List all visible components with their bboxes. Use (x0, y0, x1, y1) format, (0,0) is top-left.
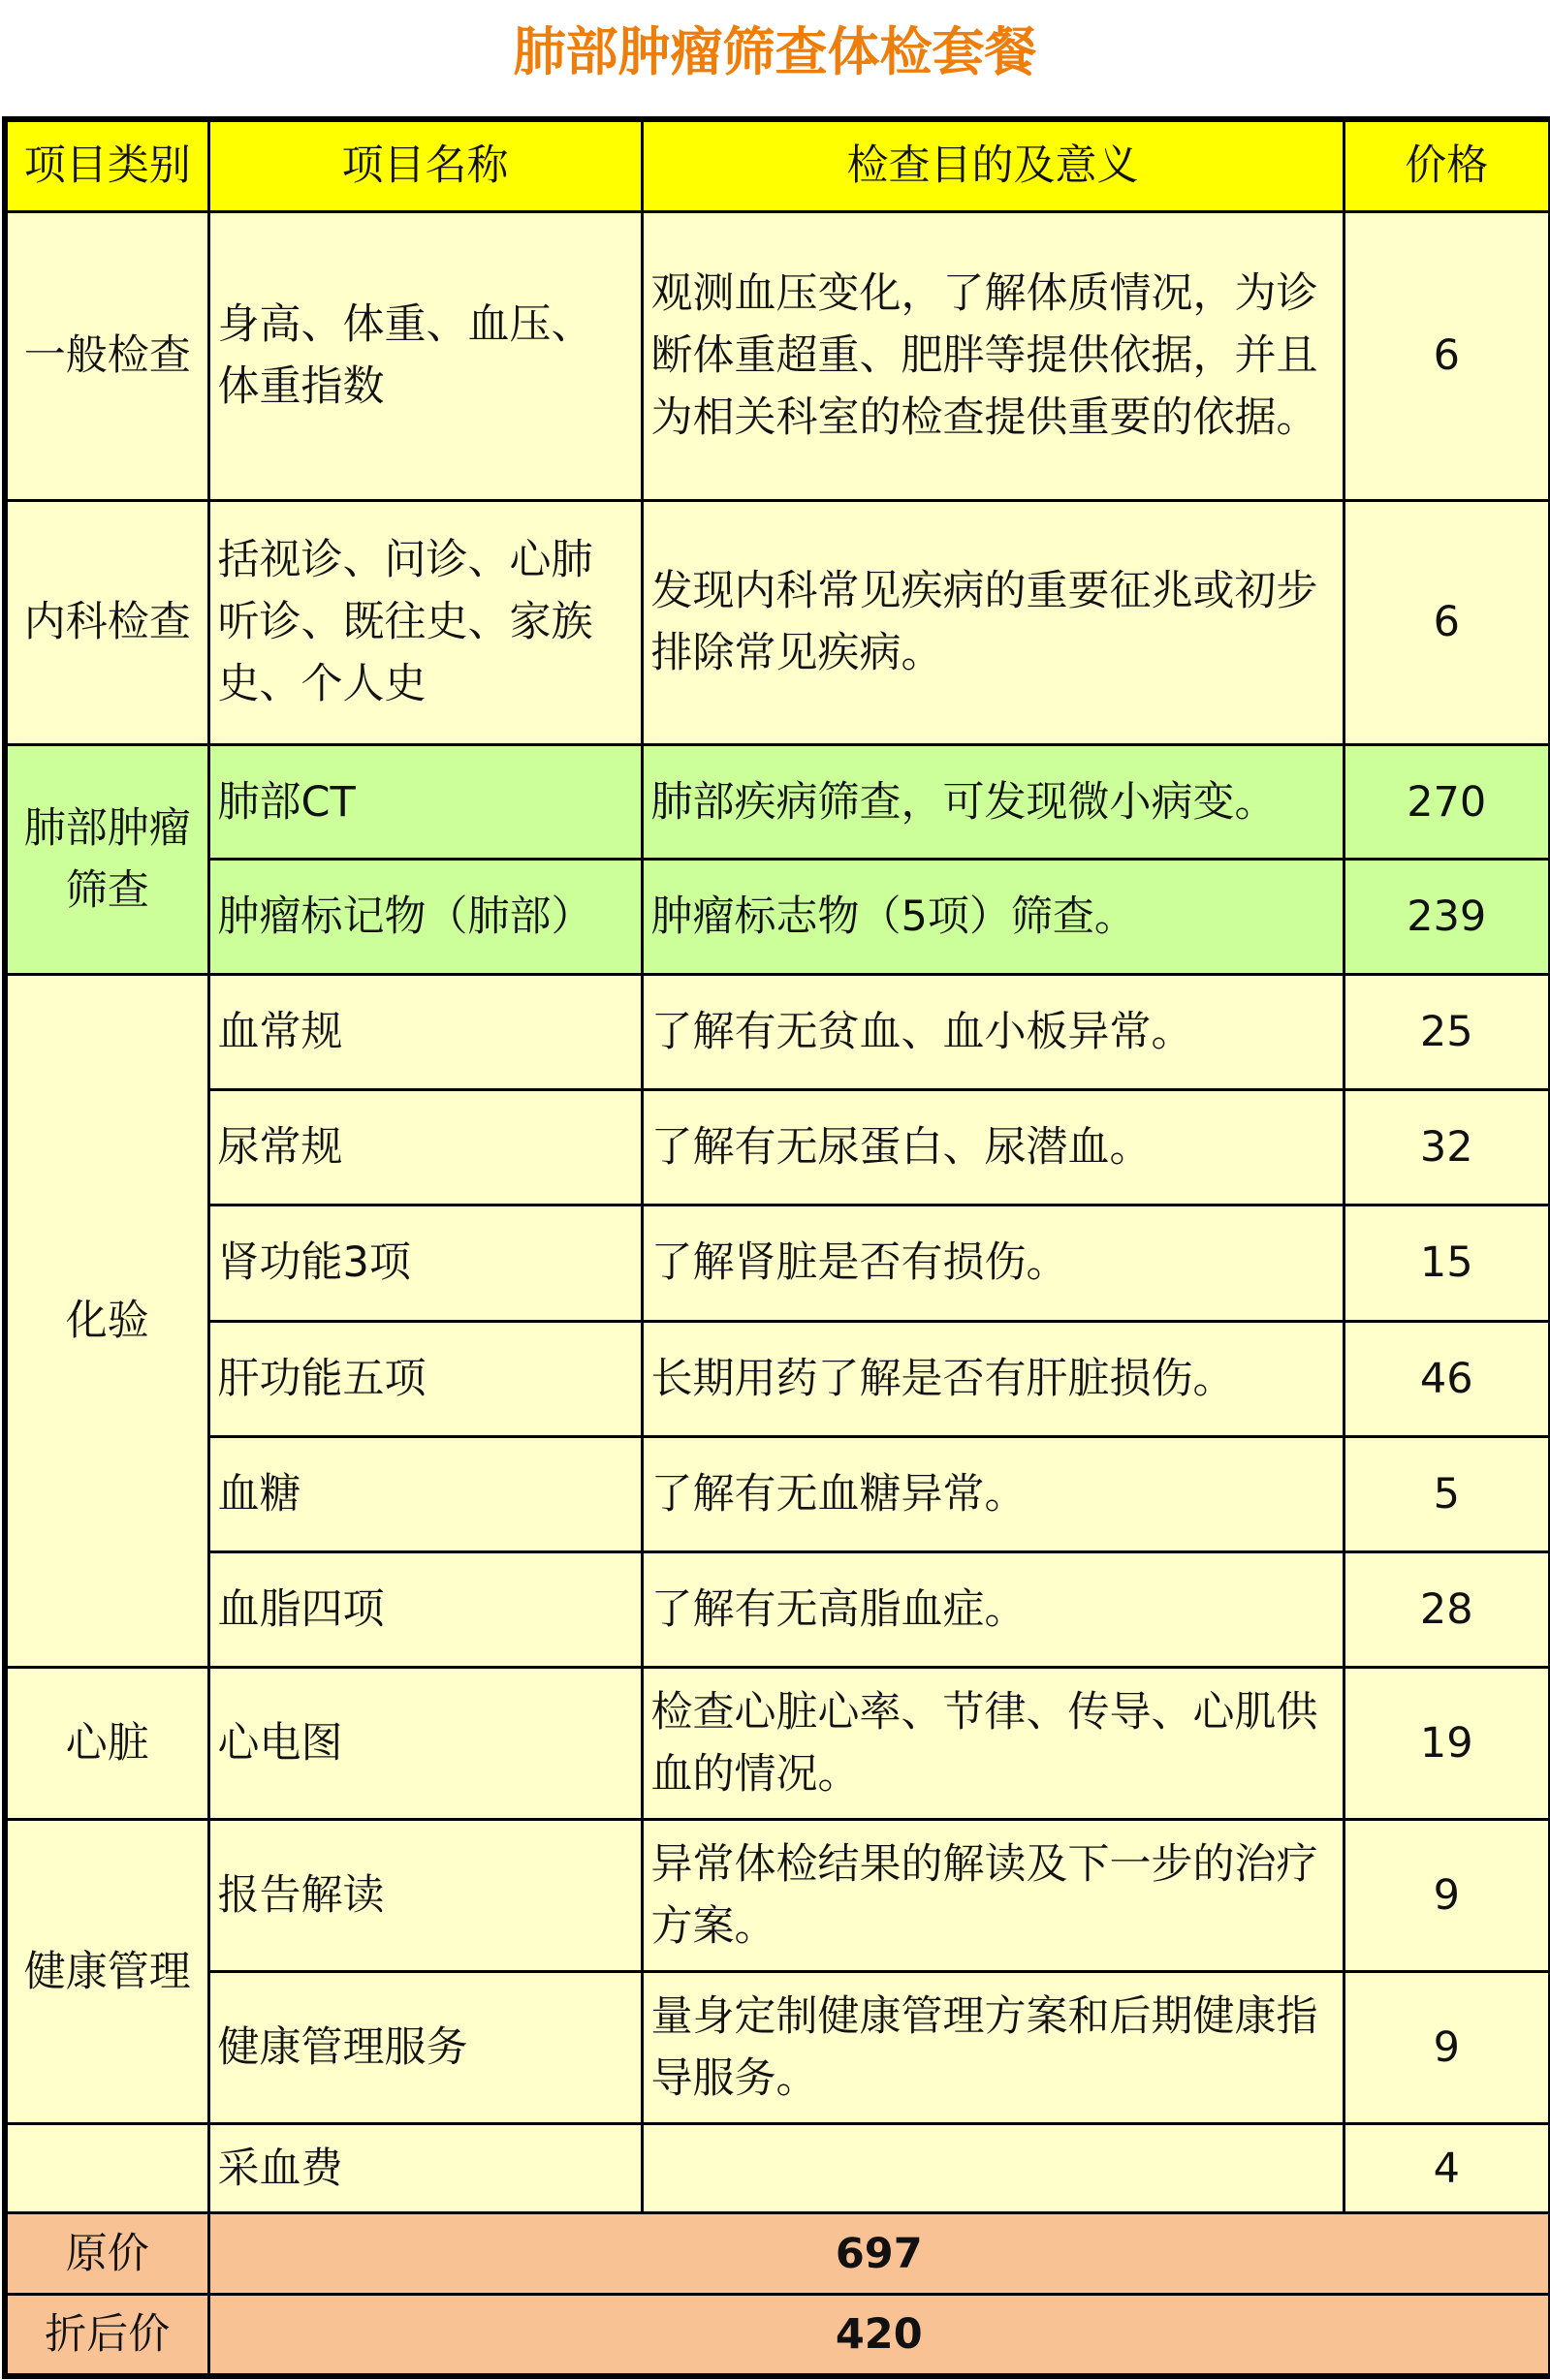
item-name-cell: 血脂四项 (208, 1551, 642, 1667)
item-price-cell: 19 (1344, 1667, 1550, 1819)
table-row (5, 2124, 1550, 2213)
table-row (5, 1667, 1550, 1819)
item-purpose-cell: 检查心脏心率、节律、传导、心肌供血的情况。 (642, 1667, 1344, 1819)
total-label: 原价 (5, 2213, 208, 2295)
table-row (5, 1206, 1550, 1321)
item-price-cell: 270 (1344, 745, 1550, 860)
item-purpose-cell: 量身定制健康管理方案和后期健康指导服务。 (642, 1972, 1344, 2124)
item-price-cell: 32 (1344, 1090, 1550, 1206)
item-purpose-cell (642, 2124, 1344, 2213)
item-name-cell: 身高、体重、血压、体重指数 (208, 211, 642, 500)
item-name-cell: 肝功能五项 (208, 1321, 642, 1436)
table-row (5, 1321, 1550, 1436)
table-row (5, 500, 1550, 744)
item-price-cell: 25 (1344, 975, 1550, 1090)
header-price: 价格 (1344, 119, 1550, 211)
table-row (5, 1551, 1550, 1667)
total-value: 697 (208, 2213, 1550, 2295)
item-name-cell: 肾功能3项 (208, 1206, 642, 1321)
total-row (5, 2295, 1550, 2376)
total-row (5, 2213, 1550, 2295)
package-table (2, 116, 1550, 2379)
item-price-cell: 6 (1344, 500, 1550, 744)
item-price-cell: 4 (1344, 2124, 1550, 2213)
table-row (5, 860, 1550, 975)
table-row (5, 1090, 1550, 1206)
item-purpose-cell: 了解有无高脂血症。 (642, 1551, 1344, 1667)
item-purpose-cell: 了解有无血糖异常。 (642, 1436, 1344, 1551)
item-name-cell: 血糖 (208, 1436, 642, 1551)
item-purpose-cell: 发现内科常见疾病的重要征兆或初步排除常见疾病。 (642, 500, 1344, 744)
header-purpose: 检查目的及意义 (642, 119, 1344, 211)
item-purpose-cell: 长期用药了解是否有肝脏损伤。 (642, 1321, 1344, 1436)
item-purpose-cell: 观测血压变化，了解体质情况，为诊断体重超重、肥胖等提供依据，并且为相关科室的检查提供重要的依据。 (642, 211, 1344, 500)
item-purpose-cell: 肺部疾病筛查，可发现微小病变。 (642, 745, 1344, 860)
page-title: 肺部肿瘤筛查体检套餐 (513, 21, 1037, 82)
category-cell: 健康管理 (5, 1819, 208, 2123)
category-cell: 一般检查 (5, 211, 208, 500)
total-value: 420 (208, 2295, 1550, 2376)
item-name-cell: 尿常规 (208, 1090, 642, 1206)
item-price-cell: 239 (1344, 860, 1550, 975)
item-price-cell: 15 (1344, 1206, 1550, 1321)
header-name: 项目名称 (208, 119, 642, 211)
item-name-cell: 肺部CT (208, 745, 642, 860)
item-name-cell: 肿瘤标记物（肺部） (208, 860, 642, 975)
item-name-cell: 健康管理服务 (208, 1972, 642, 2124)
item-purpose-cell: 异常体检结果的解读及下一步的治疗方案。 (642, 1819, 1344, 1971)
table-row (5, 975, 1550, 1090)
table-row (5, 1972, 1550, 2124)
item-price-cell: 9 (1344, 1972, 1550, 2124)
item-name-cell: 心电图 (208, 1667, 642, 1819)
item-name-cell: 报告解读 (208, 1819, 642, 1971)
item-name-cell: 括视诊、问诊、心肺听诊、既往史、家族史、个人史 (208, 500, 642, 744)
item-name-cell: 采血费 (208, 2124, 642, 2213)
item-purpose-cell: 了解肾脏是否有损伤。 (642, 1206, 1344, 1321)
category-cell: 化验 (5, 975, 208, 1668)
item-name-cell: 血常规 (208, 975, 642, 1090)
item-price-cell: 5 (1344, 1436, 1550, 1551)
total-label: 折后价 (5, 2295, 208, 2376)
item-price-cell: 9 (1344, 1819, 1550, 1971)
item-price-cell: 46 (1344, 1321, 1550, 1436)
header-category: 项目类别 (5, 119, 208, 211)
item-purpose-cell: 了解有无尿蛋白、尿潜血。 (642, 1090, 1344, 1206)
header-row (5, 119, 1550, 211)
category-cell: 心脏 (5, 1667, 208, 1819)
category-cell: 肺部肿瘤筛查 (5, 745, 208, 975)
table-row (5, 211, 1550, 500)
category-cell: 内科检查 (5, 500, 208, 744)
table-row (5, 745, 1550, 860)
item-price-cell: 28 (1344, 1551, 1550, 1667)
item-price-cell: 6 (1344, 211, 1550, 500)
item-purpose-cell: 肿瘤标志物（5项）筛查。 (642, 860, 1344, 975)
category-cell (5, 2124, 208, 2213)
item-purpose-cell: 了解有无贫血、血小板异常。 (642, 975, 1344, 1090)
table-row (5, 1436, 1550, 1551)
table-row (5, 1819, 1550, 1971)
